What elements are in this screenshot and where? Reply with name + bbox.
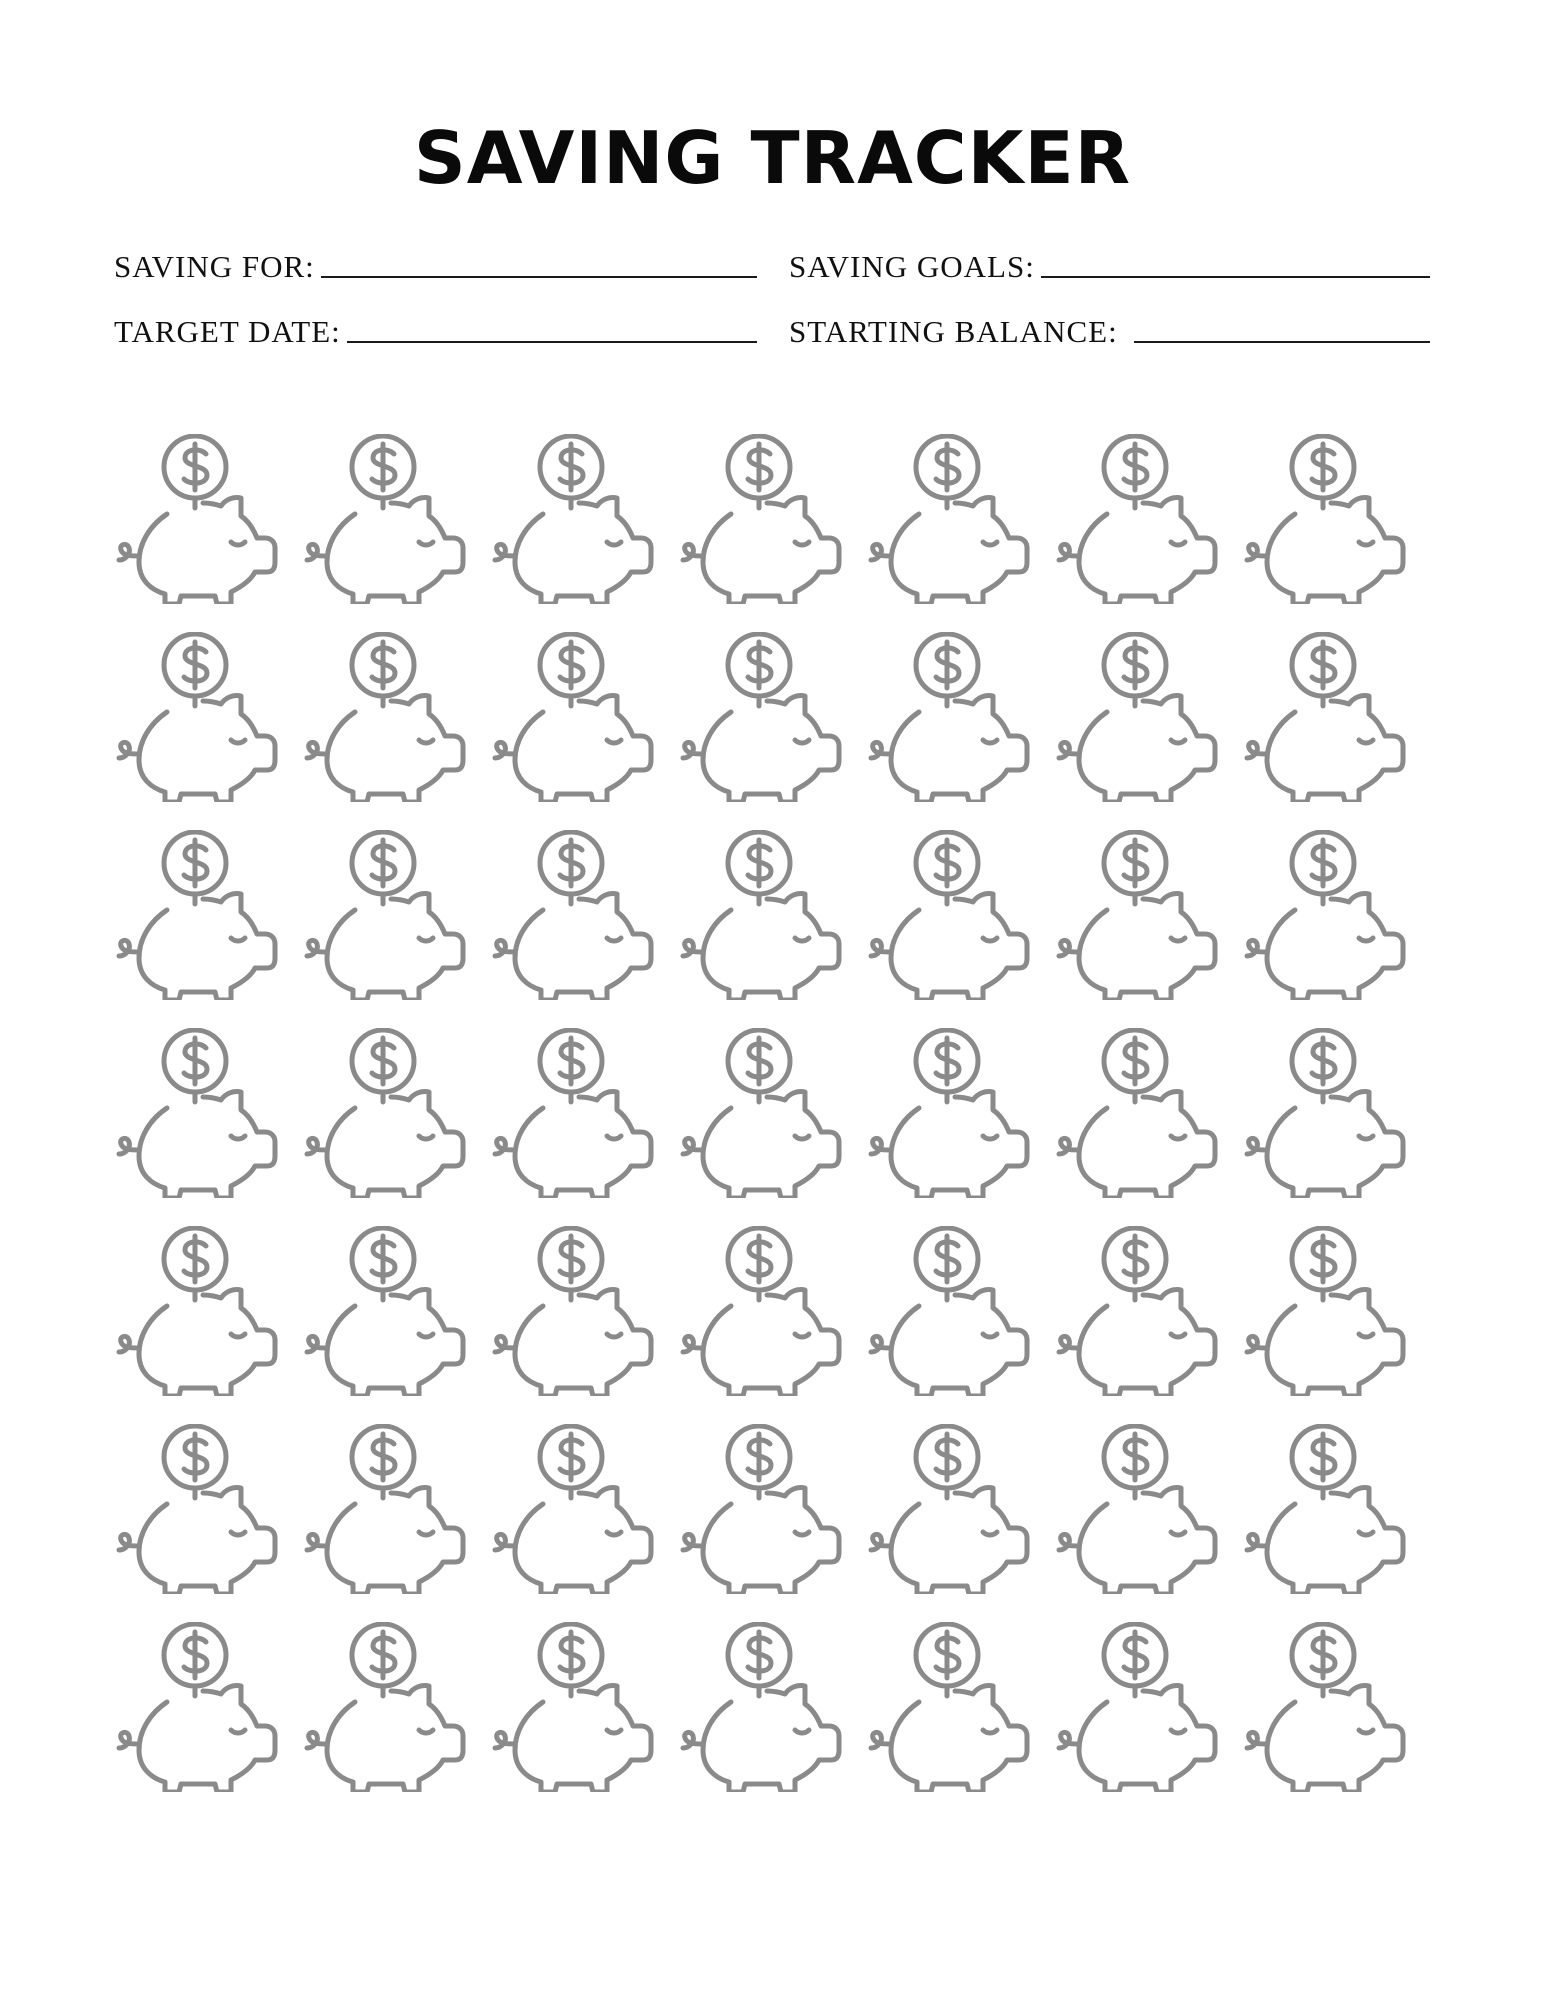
piggy-bank-cell[interactable] xyxy=(1055,830,1225,1000)
piggy-bank-cell[interactable] xyxy=(491,1424,661,1594)
piggy-bank-cell[interactable] xyxy=(491,434,661,604)
piggy-bank-cell[interactable] xyxy=(679,434,849,604)
piggy-bank-cell[interactable] xyxy=(1243,1622,1413,1792)
piggy-bank-cell[interactable] xyxy=(1243,1226,1413,1396)
target-date-label: TARGET DATE: xyxy=(114,314,341,349)
piggy-bank-coin-icon xyxy=(303,1028,473,1198)
piggy-bank-coin-icon xyxy=(679,1622,849,1792)
piggy-bank-cell[interactable] xyxy=(491,830,661,1000)
piggy-bank-coin-icon xyxy=(1243,1226,1413,1396)
piggy-bank-coin-icon xyxy=(1243,830,1413,1000)
piggy-bank-cell[interactable] xyxy=(867,830,1037,1000)
piggy-bank-cell[interactable] xyxy=(491,1622,661,1792)
piggy-bank-coin-icon xyxy=(1055,632,1225,802)
piggy-bank-coin-icon xyxy=(303,1424,473,1594)
saving-goals-line[interactable] xyxy=(1041,276,1430,278)
piggy-bank-cell[interactable] xyxy=(1243,1028,1413,1198)
piggy-bank-coin-icon xyxy=(1243,632,1413,802)
piggy-bank-coin-icon xyxy=(303,434,473,604)
piggy-bank-cell[interactable] xyxy=(303,1028,473,1198)
piggy-bank-coin-icon xyxy=(679,1028,849,1198)
piggy-bank-cell[interactable] xyxy=(679,1226,849,1396)
piggy-bank-cell[interactable] xyxy=(491,1226,661,1396)
piggy-bank-cell[interactable] xyxy=(1055,1028,1225,1198)
piggy-bank-cell[interactable] xyxy=(1055,632,1225,802)
piggy-bank-coin-icon xyxy=(1055,1424,1225,1594)
piggy-bank-coin-icon xyxy=(1055,1226,1225,1396)
piggy-bank-coin-icon xyxy=(115,1226,285,1396)
piggy-bank-coin-icon xyxy=(867,434,1037,604)
piggy-bank-cell[interactable] xyxy=(1055,1622,1225,1792)
piggy-bank-cell[interactable] xyxy=(867,1028,1037,1198)
piggy-bank-coin-icon xyxy=(679,1226,849,1396)
piggy-bank-cell[interactable] xyxy=(1243,1424,1413,1594)
starting-balance-field[interactable] xyxy=(789,309,1430,349)
starting-balance-line[interactable] xyxy=(1134,341,1430,343)
piggy-bank-cell[interactable] xyxy=(867,1622,1037,1792)
piggy-bank-cell[interactable] xyxy=(867,1226,1037,1396)
piggy-bank-coin-icon xyxy=(1055,830,1225,1000)
piggy-bank-cell[interactable] xyxy=(679,632,849,802)
piggy-bank-cell[interactable] xyxy=(115,1226,285,1396)
saving-goals-label: SAVING GOALS: xyxy=(789,249,1035,284)
piggy-bank-coin-icon xyxy=(115,1028,285,1198)
piggy-bank-coin-icon xyxy=(1243,1424,1413,1594)
piggy-bank-coin-icon xyxy=(867,830,1037,1000)
piggy-bank-coin-icon xyxy=(115,434,285,604)
saving-for-label: SAVING FOR: xyxy=(114,249,315,284)
piggy-bank-cell[interactable] xyxy=(679,830,849,1000)
piggy-bank-cell[interactable] xyxy=(115,830,285,1000)
piggy-bank-cell[interactable] xyxy=(867,434,1037,604)
piggy-bank-coin-icon xyxy=(1243,1028,1413,1198)
piggy-bank-cell[interactable] xyxy=(303,830,473,1000)
piggy-bank-coin-icon xyxy=(679,632,849,802)
piggy-bank-grid xyxy=(115,434,1435,1814)
piggy-bank-cell[interactable] xyxy=(491,1028,661,1198)
piggy-bank-coin-icon xyxy=(1055,1622,1225,1792)
piggy-bank-coin-icon xyxy=(115,632,285,802)
piggy-bank-coin-icon xyxy=(115,830,285,1000)
piggy-bank-coin-icon xyxy=(679,1424,849,1594)
piggy-bank-coin-icon xyxy=(303,1226,473,1396)
piggy-bank-cell[interactable] xyxy=(303,1622,473,1792)
piggy-bank-coin-icon xyxy=(867,632,1037,802)
piggy-bank-cell[interactable] xyxy=(303,1424,473,1594)
piggy-bank-coin-icon xyxy=(1243,1622,1413,1792)
piggy-bank-cell[interactable] xyxy=(115,1622,285,1792)
piggy-bank-coin-icon xyxy=(867,1226,1037,1396)
piggy-bank-coin-icon xyxy=(491,434,661,604)
piggy-bank-coin-icon xyxy=(491,1424,661,1594)
piggy-bank-coin-icon xyxy=(491,1226,661,1396)
piggy-bank-cell[interactable] xyxy=(303,1226,473,1396)
piggy-bank-coin-icon xyxy=(303,1622,473,1792)
piggy-bank-coin-icon xyxy=(115,1424,285,1594)
piggy-bank-cell[interactable] xyxy=(1243,632,1413,802)
piggy-bank-coin-icon xyxy=(303,632,473,802)
piggy-bank-cell[interactable] xyxy=(491,632,661,802)
piggy-bank-cell[interactable] xyxy=(303,434,473,604)
piggy-bank-cell[interactable] xyxy=(1055,1424,1225,1594)
piggy-bank-coin-icon xyxy=(679,434,849,604)
piggy-bank-cell[interactable] xyxy=(1243,434,1413,604)
piggy-bank-cell[interactable] xyxy=(867,632,1037,802)
piggy-bank-coin-icon xyxy=(1055,434,1225,604)
saving-for-field[interactable] xyxy=(114,244,757,284)
piggy-bank-cell[interactable] xyxy=(679,1622,849,1792)
piggy-bank-cell[interactable] xyxy=(1055,1226,1225,1396)
starting-balance-label: STARTING BALANCE: xyxy=(789,314,1118,349)
piggy-bank-cell[interactable] xyxy=(867,1424,1037,1594)
piggy-bank-coin-icon xyxy=(867,1622,1037,1792)
piggy-bank-cell[interactable] xyxy=(679,1028,849,1198)
target-date-field[interactable] xyxy=(114,309,757,349)
piggy-bank-coin-icon xyxy=(1055,1028,1225,1198)
piggy-bank-cell[interactable] xyxy=(1055,434,1225,604)
piggy-bank-coin-icon xyxy=(491,830,661,1000)
piggy-bank-cell[interactable] xyxy=(115,434,285,604)
piggy-bank-coin-icon xyxy=(679,830,849,1000)
piggy-bank-coin-icon xyxy=(867,1028,1037,1198)
piggy-bank-cell[interactable] xyxy=(303,632,473,802)
piggy-bank-cell[interactable] xyxy=(115,632,285,802)
piggy-bank-coin-icon xyxy=(1243,434,1413,604)
piggy-bank-coin-icon xyxy=(491,632,661,802)
piggy-bank-cell[interactable] xyxy=(115,1028,285,1198)
piggy-bank-cell[interactable] xyxy=(115,1424,285,1594)
piggy-bank-coin-icon xyxy=(867,1424,1037,1594)
saving-goals-field[interactable] xyxy=(789,244,1430,284)
piggy-bank-coin-icon xyxy=(115,1622,285,1792)
piggy-bank-cell[interactable] xyxy=(1243,830,1413,1000)
saving-for-line[interactable] xyxy=(321,276,757,278)
piggy-bank-coin-icon xyxy=(491,1028,661,1198)
piggy-bank-coin-icon xyxy=(491,1622,661,1792)
piggy-bank-cell[interactable] xyxy=(679,1424,849,1594)
target-date-line[interactable] xyxy=(347,341,757,343)
piggy-bank-coin-icon xyxy=(303,830,473,1000)
page-title: SAVING TRACKER xyxy=(413,116,1132,200)
